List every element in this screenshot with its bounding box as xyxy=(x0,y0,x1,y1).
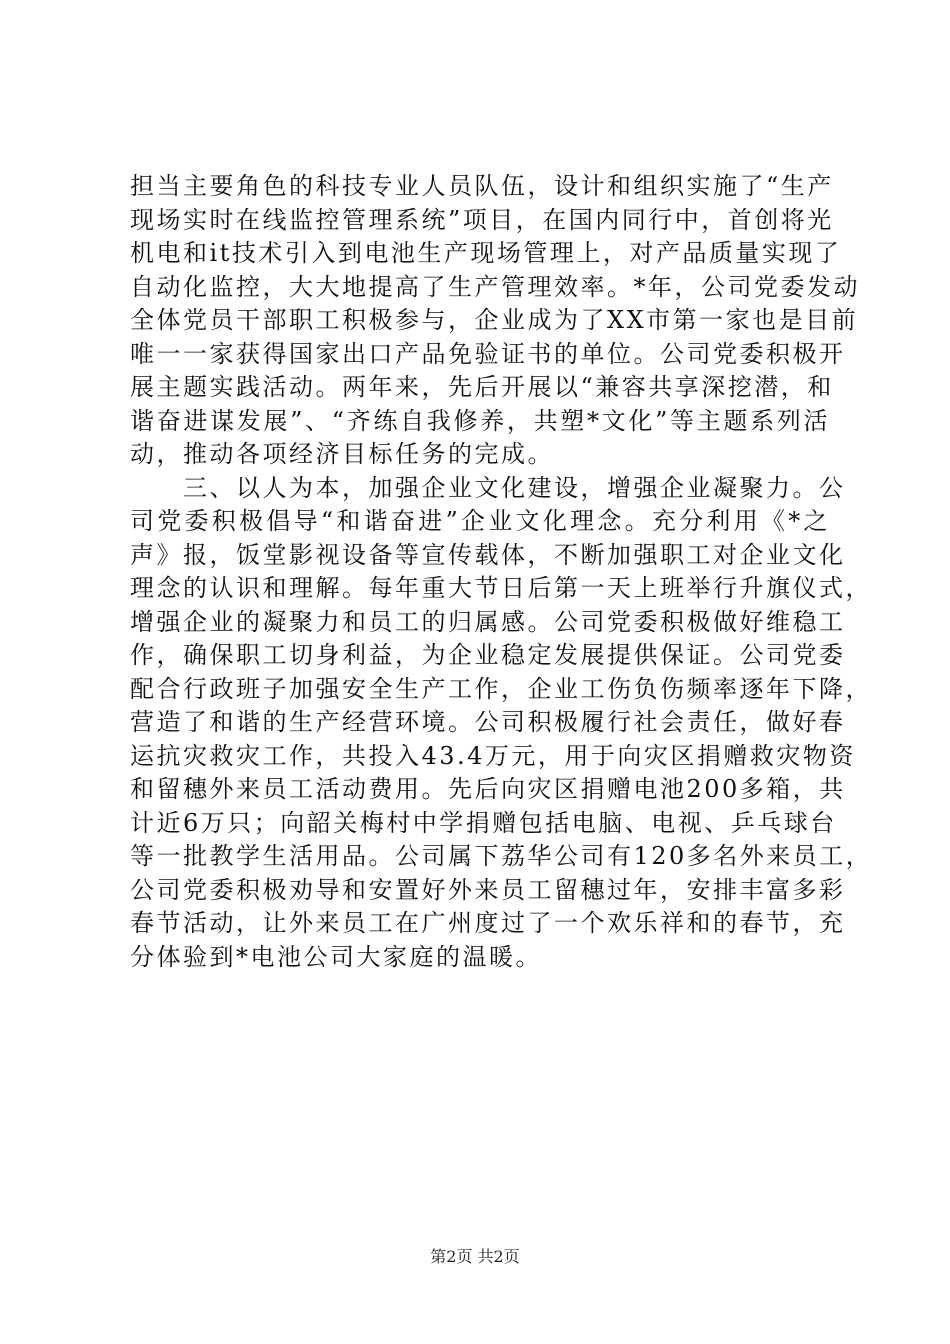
text-line: 全体党员干部职工积极参与，企业成为了XX市第一家也是目前 xyxy=(130,306,859,334)
text-line: 机电和it技术引入到电池生产现场管理上，对产品质量实现了 xyxy=(130,239,842,267)
text-line: 现场实时在线监控管理系统”项目，在国内同行中，首创将光 xyxy=(130,205,834,234)
page-number-footer: 第2页 共2页 xyxy=(430,1247,520,1266)
text-line: 作，确保职工切身利益，为企业稳定发展提供保证。公司党委 xyxy=(130,641,846,669)
text-line: 春节活动，让外来员工在广州度过了一个欢乐祥和的春节，充 xyxy=(130,909,846,937)
text-line: 三、以人为本，加强企业文化建设，增强企业凝聚力。公 xyxy=(130,473,846,502)
text-line: 担当主要角色的科技专业人员队伍，设计和组织实施了“生产 xyxy=(130,172,834,200)
text-line: 计近6万只；向韶关梅村中学捐赠包括电脑、电视、乒乓球台 xyxy=(130,808,837,837)
text-line: 公司党委积极劝导和安置好外来员工留穗过年，安排丰富多彩 xyxy=(130,875,846,904)
text-line: 谐奋进谋发展”、“齐练自我修养，共塑*文化”等主题系列活 xyxy=(130,406,830,435)
text-line: 理念的认识和理解。每年重大节日后第一天上班举行升旗仪式， xyxy=(130,574,872,602)
text-line: 动，推动各项经济目标任务的完成。 xyxy=(130,440,554,468)
text-line: 分体验到*电池公司大家庭的温暖。 xyxy=(130,942,542,971)
text-line: 自动化监控，大大地提高了生产管理效率。*年，公司党委发动 xyxy=(130,272,860,301)
text-line: 司党委积极倡导“和谐奋进”企业文化理念。充分利用《*之 xyxy=(130,507,830,535)
text-line: 运抗灾救灾工作，共投入43.4万元，用于向灾区捐赠救灾物资 xyxy=(130,741,856,770)
document-body xyxy=(130,170,873,974)
text-line: 增强企业的凝聚力和员工的归属感。公司党委积极做好维稳工 xyxy=(130,607,846,636)
text-line: 和留穗外来员工活动费用。先后向灾区捐赠电池200多箱，共 xyxy=(130,775,846,803)
text-line: 声》报，饭堂影视设备等宣传载体，不断加强职工对企业文化 xyxy=(130,540,846,569)
text-line: 配合行政班子加强安全生产工作，企业工伤负伤频率逐年下降， xyxy=(130,674,872,703)
text-line: 展主题实践活动。两年来，先后开展以“兼容共享深挖潜，和 xyxy=(130,373,834,401)
text-line: 等一批教学生活用品。公司属下荔华公司有120多名外来员工， xyxy=(130,842,873,870)
text-line: 营造了和谐的生产经营环境。公司积极履行社会责任，做好春 xyxy=(130,708,846,736)
text-line: 唯一一家获得国家出口产品免验证书的单位。公司党委积极开 xyxy=(130,339,846,368)
